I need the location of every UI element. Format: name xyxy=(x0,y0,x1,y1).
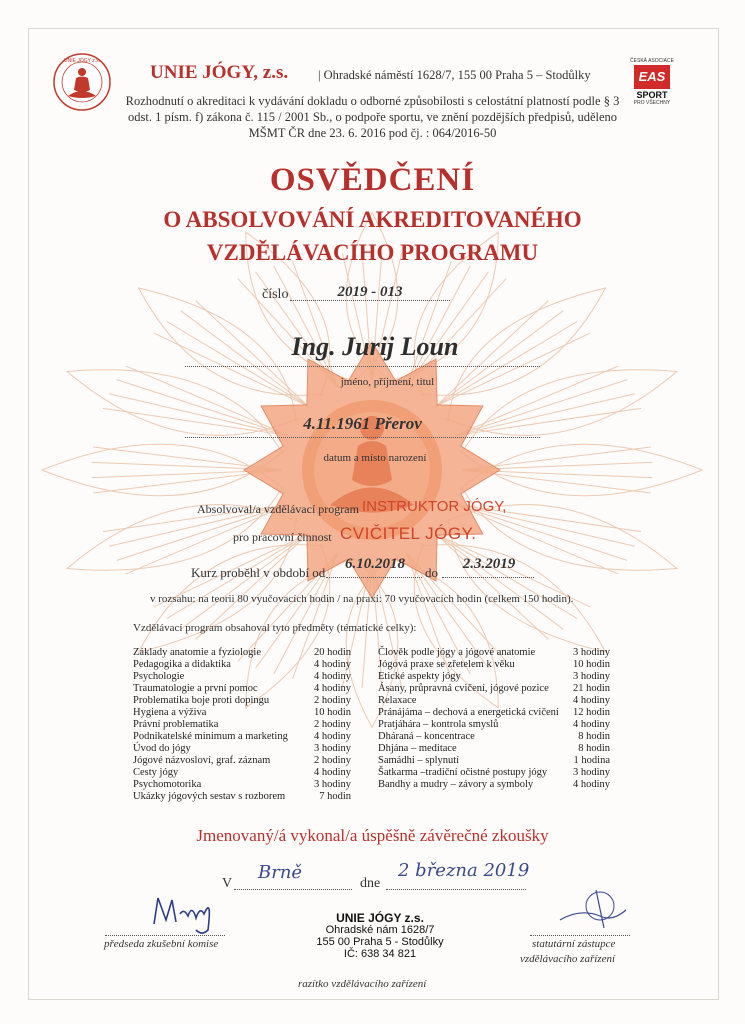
period-to: 2.3.2019 xyxy=(462,556,516,572)
title-line-1: OSVĚDČENÍ xyxy=(269,162,476,198)
subject-row xyxy=(378,755,610,767)
subject-row xyxy=(378,707,610,719)
subject-name: Ásany, průpravná cvičení, jógové pozice xyxy=(378,683,549,694)
subject-hours: 3 hodiny xyxy=(572,647,610,658)
institution-stamp xyxy=(305,912,455,960)
subject-hours: 21 hodin xyxy=(572,683,610,694)
subject-hours: 3 hodiny xyxy=(313,743,351,754)
subject-row xyxy=(378,659,610,671)
period-to-line xyxy=(442,577,534,578)
subject-row xyxy=(378,671,610,683)
activity-name: CVIČITEL JÓGY. xyxy=(340,524,477,543)
subject-row xyxy=(133,647,351,659)
number-label: číslo xyxy=(262,287,289,302)
eas-sport-text: SPORT xyxy=(636,90,668,100)
subject-name: Psychomotorika xyxy=(133,779,202,790)
subject-row xyxy=(133,779,351,791)
subject-row xyxy=(378,683,610,695)
lotus-petal xyxy=(446,370,677,455)
subject-row xyxy=(133,731,351,743)
period-from: 6.10.2018 xyxy=(345,556,405,572)
right-sig-line xyxy=(530,935,630,936)
subject-hours: 4 hodiny xyxy=(572,779,610,790)
period-from-line xyxy=(326,577,422,578)
title-line-3: VZDĚLÁVACÍHO PROGRAMU xyxy=(206,240,539,265)
subject-name: Pedagogika a didaktika xyxy=(133,659,231,670)
exam-statement: Jmenovaný/á vykonal/a úspěšně závěrečné zkoušky xyxy=(196,826,549,845)
subject-row xyxy=(378,731,610,743)
subject-row xyxy=(133,719,351,731)
eas-mark: EAS xyxy=(634,65,670,89)
title-line-2: O ABSOLVOVÁNÍ AKREDITOVANÉHO xyxy=(163,207,582,232)
subject-hours: 10 hodin xyxy=(572,659,610,670)
subject-hours: 20 hodin xyxy=(313,647,351,658)
subject-name: Šatkarma –tradiční očistné postupy jógy xyxy=(378,767,548,778)
stamp-label: razítko vzdělávacího zařízení xyxy=(298,978,427,990)
subject-name: Jógová praxe se zřetelem k věku xyxy=(378,659,515,670)
subject-name: Bandhy a mudry – závory a symboly xyxy=(378,779,534,790)
subject-name: Pránájáma – dechová a energetická cvičení xyxy=(378,707,559,718)
birth-line xyxy=(185,437,540,438)
subject-name: Samádhi – splynutí xyxy=(378,755,460,766)
subject-row xyxy=(133,743,351,755)
org-address: | Ohradské náměstí 1628/7, 155 00 Praha 5 – Stodůlky xyxy=(318,68,591,82)
subject-row xyxy=(133,671,351,683)
period-to-label: do xyxy=(425,565,438,580)
program-label: Absolvoval/a vzdělávací program xyxy=(197,502,359,516)
subject-name: Člověk podle jógy a jógové anatomie xyxy=(378,647,536,658)
subject-name: Cesty jógy xyxy=(133,767,179,778)
subjects-left-list xyxy=(133,647,351,803)
subject-row xyxy=(378,719,610,731)
lotus-petal xyxy=(67,485,298,570)
subject-name: Úvod do jógy xyxy=(133,743,191,754)
eas-bottom-text: PRO VŠECHNY xyxy=(633,100,671,106)
name-line xyxy=(185,366,540,367)
subject-hours: 2 hodiny xyxy=(313,755,351,766)
date-line xyxy=(386,889,526,890)
left-signature xyxy=(140,890,240,940)
subject-hours: 4 hodiny xyxy=(313,767,351,778)
subject-row xyxy=(133,683,351,695)
petal-vein xyxy=(181,534,309,630)
subject-hours: 2 hodiny xyxy=(313,719,351,730)
subject-hours: 4 hodiny xyxy=(313,671,351,682)
accreditation-text: Rozhodnutí o akreditaci k vydávání dokladu o odborné způsobilosti s celostátní platností podle § 3 odst. 1 písm. f) zákona č. 115 / 2001 Sb., o podpoře sportu, ve znění pozdějších předpisů, uděleno MŠMT ČR dne 23. 6. 2016 pod čj. : 064/2016-50 xyxy=(125,94,620,140)
holder-name: Ing. Jurij Loun xyxy=(291,332,459,361)
lotus-petal xyxy=(67,370,298,455)
scope-text: v rozsahu: na teorii 80 vyučovacích hodin / na praxi: 70 vyučovacích hodin (celkem 150 hodin). xyxy=(150,593,574,605)
subject-hours: 8 hodin xyxy=(578,731,610,742)
subject-name: Právní problematika xyxy=(133,719,219,730)
exam-place: Brně xyxy=(258,862,303,883)
subject-row xyxy=(378,695,610,707)
subject-name: Relaxace xyxy=(378,695,417,706)
subject-name: Psychologie xyxy=(133,671,185,682)
stamp-line-3: 155 00 Praha 5 - Stodůlky xyxy=(316,936,444,948)
stamp-line-1: UNIE JÓGY z.s. xyxy=(336,911,424,925)
subject-name: Jógové názvosloví, graf. záznam xyxy=(133,755,271,766)
subject-name: Problematika boje proti dopingu xyxy=(133,695,270,706)
logo-text: UNIE JÓGY z.s. xyxy=(63,58,101,64)
name-label: jméno, příjmení, titul xyxy=(340,376,435,388)
stamp-line-4: IČ: 638 34 821 xyxy=(343,948,417,960)
eas-top-text: ČESKÁ ASOCIACE xyxy=(630,58,674,64)
subject-row xyxy=(133,755,351,767)
right-sig-label-1: statutární zástupce xyxy=(532,938,616,950)
subject-name: Dháraná – koncentrace xyxy=(378,731,475,742)
subject-name: Základy anatomie a fyziologie xyxy=(133,647,261,658)
subject-hours: 10 hodin xyxy=(313,707,351,718)
place-line xyxy=(234,889,352,890)
subjects-right-list xyxy=(378,647,610,791)
subject-row xyxy=(133,659,351,671)
unie-jogy-logo xyxy=(52,52,112,112)
subject-hours: 4 hodiny xyxy=(313,731,351,742)
subject-row xyxy=(378,767,610,779)
program-name: INSTRUKTOR JÓGY, xyxy=(362,498,507,515)
subject-hours: 1 hodina xyxy=(573,755,610,766)
subject-hours: 4 hodiny xyxy=(313,659,351,670)
subject-hours: 12 hodin xyxy=(572,707,610,718)
subjects-heading: Vzdělávací program obsahoval tyto předměty (tématické celky): xyxy=(133,622,417,634)
subject-hours: 3 hodiny xyxy=(313,779,351,790)
certificate-number: 2019 - 013 xyxy=(337,284,403,300)
subject-name: Pratjáhára – kontrola smyslů xyxy=(378,719,499,730)
subject-hours: 8 hodin xyxy=(578,743,610,754)
subject-hours: 3 hodiny xyxy=(572,767,610,778)
left-sig-line xyxy=(105,935,225,936)
subject-hours: 4 hodiny xyxy=(572,695,610,706)
eas-sport-logo xyxy=(630,58,674,106)
subject-row xyxy=(133,707,351,719)
subject-row xyxy=(133,695,351,707)
subject-name: Etické aspekty jógy xyxy=(378,671,461,682)
subject-hours: 4 hodiny xyxy=(572,719,610,730)
place-label: V xyxy=(222,876,233,891)
subject-hours: 3 hodiny xyxy=(572,671,610,682)
activity-label: pro pracovní činnost xyxy=(233,530,332,544)
subject-name: Traumatologie a první pomoc xyxy=(133,683,258,694)
exam-date: 2 března 2019 xyxy=(398,860,530,881)
subject-row xyxy=(378,647,610,659)
birth-date-place: 4.11.1961 Přerov xyxy=(303,414,422,433)
right-signature xyxy=(540,880,640,940)
subject-name: Hygiena a výživa xyxy=(133,707,207,718)
subject-row xyxy=(378,779,610,791)
subject-name: Ukázky jógových sestav s rozborem xyxy=(133,791,286,802)
subject-hours: 4 hodiny xyxy=(313,683,351,694)
subject-row xyxy=(133,791,351,803)
left-sig-label: předseda zkušební komise xyxy=(104,938,219,950)
subject-hours: 2 hodiny xyxy=(313,695,351,706)
period-label: Kurz proběhl v období od xyxy=(191,565,326,580)
date-label: dne xyxy=(360,876,381,891)
subject-hours: 7 hodin xyxy=(319,791,351,802)
subject-name: Podnikatelské minimum a marketing xyxy=(133,731,288,742)
stamp-line-2: Ohradské nám 1628/7 xyxy=(325,924,435,936)
right-sig-label-2: vzdělávacího zařízení xyxy=(520,953,616,965)
petal-vein xyxy=(436,534,564,630)
subject-name: Dhjána – meditace xyxy=(378,743,457,754)
org-name: UNIE JÓGY, z.s. xyxy=(150,62,289,83)
birth-label: datum a místo narození xyxy=(323,452,427,464)
subject-row xyxy=(378,743,610,755)
subject-row xyxy=(133,767,351,779)
